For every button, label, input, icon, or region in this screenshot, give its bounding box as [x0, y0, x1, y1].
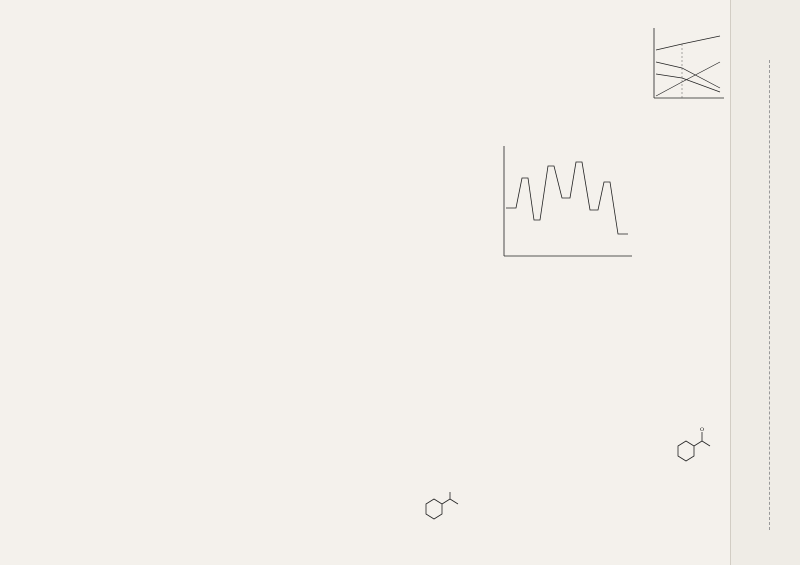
acetophenone-structure [672, 426, 712, 462]
figure-1 [642, 22, 728, 114]
ester-structure [416, 488, 466, 528]
seal-line [769, 60, 770, 530]
svg-text:O: O [700, 427, 705, 433]
fig1-curve-a [656, 62, 720, 88]
figure-2 [482, 138, 642, 268]
fig1-curve-h2o [656, 36, 720, 50]
fig2-energy-profile [506, 162, 628, 234]
seal-strip [730, 0, 800, 565]
page-5 [0, 0, 392, 565]
synthesis-scheme [448, 338, 728, 398]
fig1-curve-co [656, 62, 720, 96]
page-6 [392, 0, 730, 565]
